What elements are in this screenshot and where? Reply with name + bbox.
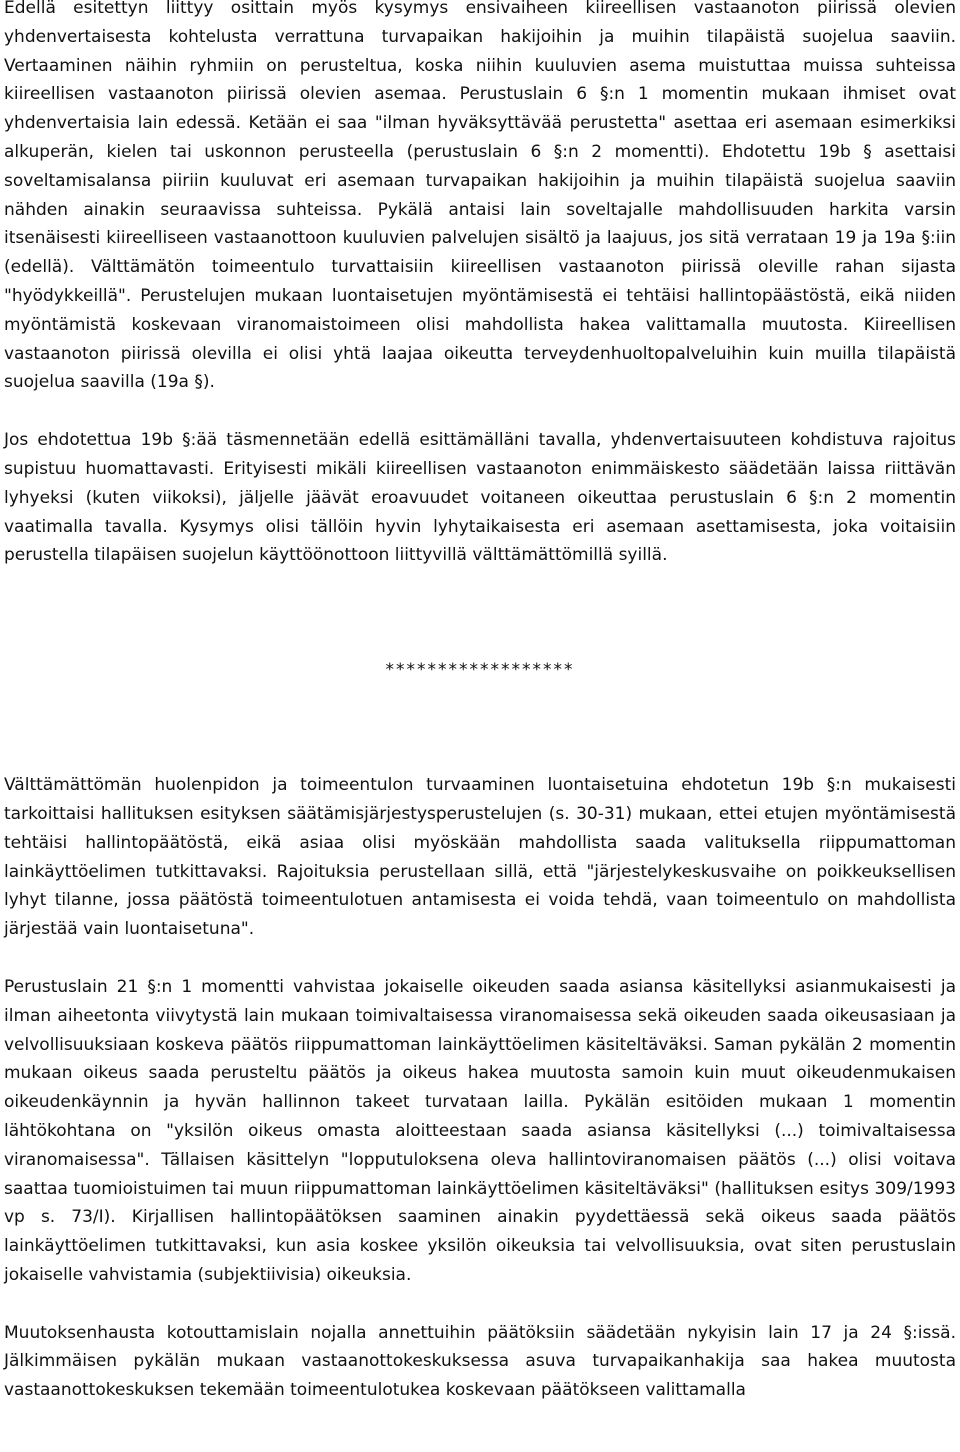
paragraph-constitution-21: Perustuslain 21 §:n 1 momentti vahvistaa jokaiselle oikeuden saada asiansa käsitellyksi asianmukaisesti ja ilman aiheetonta viivytystä lain mukaan toimivaltaisessa viranomaisessa sekä oikeuden saada oikeusasiaan ja velvollisuuksiaan koskeva päätös riippumattoman lainkäyttöelimen käsiteltäväksi. Saman pykälän 2 momentin mukaan oikeus saada perusteltu päätös ja oikeus hakea muutosta samoin kuin muut oikeudenmukaisen oikeudenkäynnin ja hyvän hallinnon takeet turvataan lailla. Pykälän esitöiden mukaan 1 momentin lähtökohtana on "yksilön oikeus omasta aloitteestaan saada asiansa käsitellyksi (...) toimivaltaisessa viranomaisessa". Tällaisen käsittelyn "lopputuloksena oleva hallintoviranomaisen päätös (...) olisi voitava saattaa tuomioistuimen tai muun riippumattoman lainkäyttöelimen käsiteltäväksi" (hallituksen esitys 309/1993 vp s. 73/I). Kirjallisen hallintopäätöksen saaminen ainakin pyydettäessä sekä oikeus saada päätös lainkäyttöelimen tutkittavaksi, kun asia koskee yksilön oikeuksia tai velvollisuuksia, ovat siten perustuslain jokaiselle vahvistamia (subjektiivisia) oikeuksia. bbox=[4, 976, 956, 1285]
paragraph-gap bbox=[4, 944, 956, 973]
section-gap bbox=[4, 685, 956, 771]
paragraph-appeals: Muutoksenhausta kotouttamislain nojalla annettuihin päätöksiin säädetään nykyisin lain 17 ja 24 §:issä. Jälkimmäisen pykälän mukaan vastaanottokeskuksessa asuva turvapaikanhakija saa hakea muutosta vastaanottokeskuksen tekemään toimeentulotukea koskevaan päätökseen valittamalla bbox=[4, 1322, 956, 1401]
paragraph-restriction-narrowing: Jos ehdotettua 19b §:ää täsmennetään edellä esittämälläni tavalla, yhdenvertaisuuteen kohdistuva rajoitus supistuu huomattavasti. Erityisesti mikäli kiireellisen vastaanoton enimmäiskesto säädetään laissa riittävän lyhyeksi (kuten viikoksi), jäljelle jäävät eroavuudet voitaneen oikeuttaa perustuslain 6 §:n 2 momentin vaatimalla tavalla. Kysymys olisi tällöin hyvin lyhytaikaisesta eri asemaan asettamisesta, joka voitaisiin perustella tilapäisen suojelun käyttöönottoon liittyvillä välttämättömillä syillä. bbox=[4, 430, 956, 566]
paragraph-benefits-in-kind: Välttämättömän huolenpidon ja toimeentulon turvaaminen luontaisetuina ehdotetun 19b §:n mukaisesti tarkoittaisi hallituksen esityksen säätämisjärjestysperustelujen (s. 30-31) mukaan, ettei etujen myöntämisestä tehtäisi hallintopäätöstä, eikä asiaa olisi myöskään mahdollista saada valitukseIla riippumattoman lainkäyttöelimen tutkittavaksi. Rajoituksia perustellaan sillä, että "järjestelykeskusvaihe on poikkeuksellisen lyhyt tilanne, jossa päätöstä toimeentulotuen antamisesta ei voida tehdä, vaan toimeentulo on mahdollista järjestää vain luontaisetuna". bbox=[4, 775, 956, 940]
paragraph-equal-treatment: Edellä esitettyn liittyy osittain myös kysymys ensivaiheen kiireellisen vastaanoton piirissä olevien yhdenvertaisesta kohtelusta verrattuna turvapaikan hakijoihin ja muihin tilapäistä suojelua saaviin. Vertaaminen näihin ryhmiin on perusteltua, koska niihin kuuluvien asema muistuttaa muissa suhteissa kiireellisen vastaanoton piirissä olevien asemaa. Perustuslain 6 §:n 1 momentin mukaan ihmiset ovat yhdenvertaisia lain edessä. Ketään ei saa "ilman hyväksyttävää perustetta" asettaa eri asemaan esimerkiksi alkuperän, kielen tai uskonnon perusteella (perustuslain 6 §:n 2 momentti). Ehdotettu 19b § asettaisi soveltamisalansa piiriin kuuluvat eri asemaan turvapaikan hakijoihin ja muihin tilapäistä suojelua saaviin nähden ainakin seuraavissa suhteissa. Pykälä antaisi lain soveltajalle mahdollisuuden harkita varsin itsenäisesti kiireelliseen vastaanottoon kuuluvien palvelujen sisältö ja laajuus, jos sitä verrataan 19 ja 19a §:iin (edellä). Välttämätön toimeentulo turvattaisiin kiireellisen vastaanoton piirissä oleville rahan sijasta "hyödykkeillä". Perustelujen mukaan luontaisetujen myöntämisestä ei tehtäisi hallintopäästöstä, eikä niiden myöntämistä koskevaan viranomaistoimeen olisi mahdollista hakea valittamalla muutosta. Kiireellisen vastaanoton piirissä olevilla ei olisi yhtä laajaa oikeutta terveydenhuoltopalveluihin kuin muilla tilapäistä suojelua saavilla (19a §). bbox=[4, 0, 956, 393]
paragraph-gap bbox=[4, 1290, 956, 1319]
document-page bbox=[4, 0, 956, 1405]
section-separator: ****************** bbox=[385, 660, 575, 681]
paragraph-gap bbox=[4, 397, 956, 426]
section-gap bbox=[4, 570, 956, 656]
section-separator-wrap bbox=[4, 656, 956, 685]
